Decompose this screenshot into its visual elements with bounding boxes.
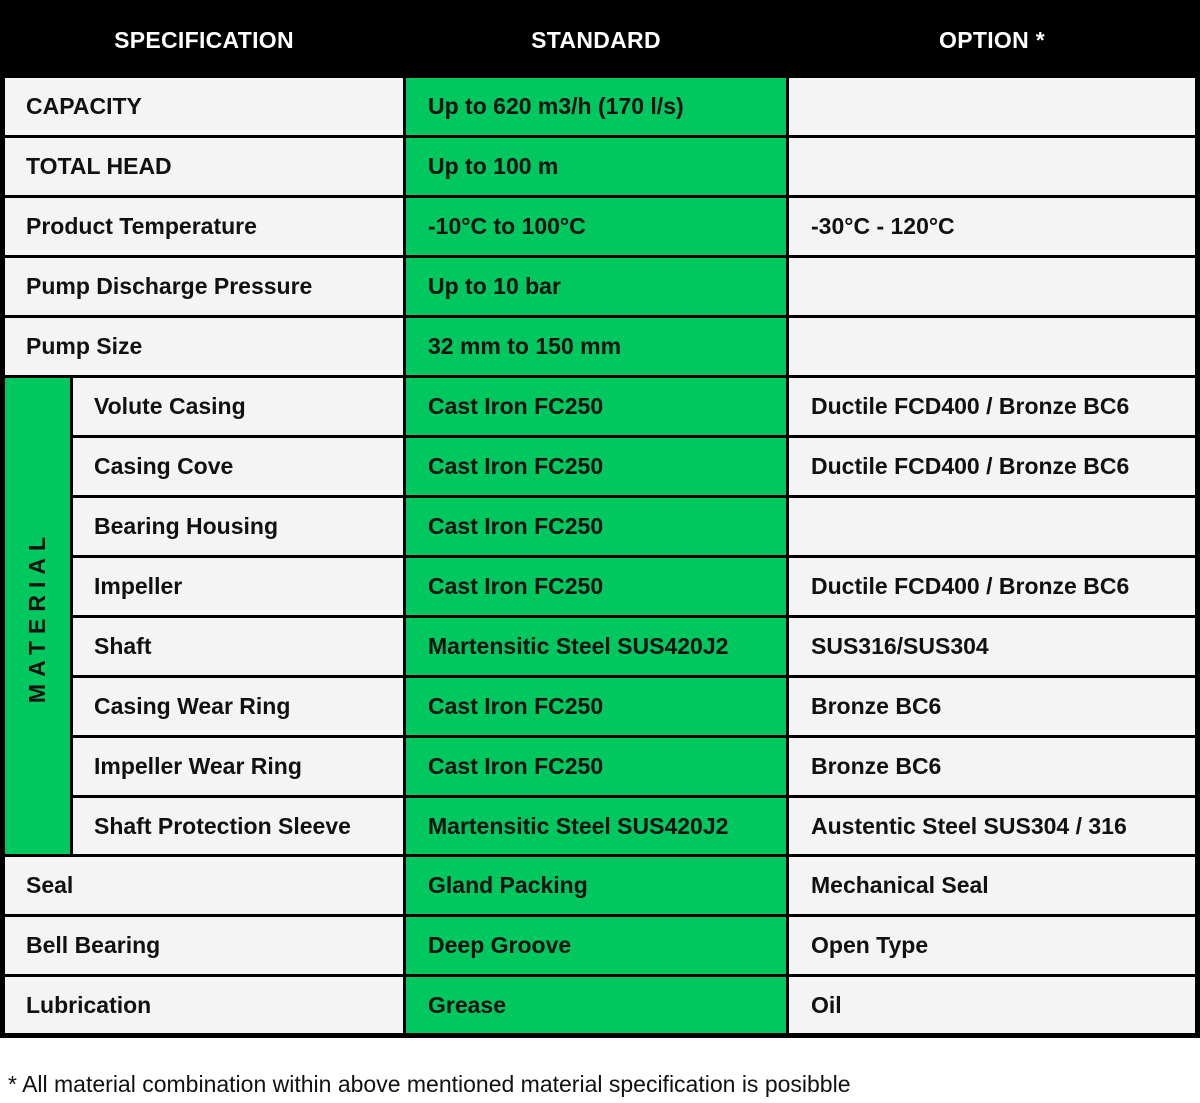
row-option-capacity bbox=[789, 78, 1195, 135]
material-option-casing-cove: Ductile FCD400 / Bronze BC6 bbox=[789, 438, 1195, 495]
material-standard-casing-cove: Cast Iron FC250 bbox=[406, 438, 786, 495]
material-label-impeller: Impeller bbox=[73, 558, 403, 615]
material-label-shaft-protection-sleeve: Shaft Protection Sleeve bbox=[73, 798, 403, 854]
material-vertical-text: MATERIAL bbox=[24, 529, 50, 703]
row-standard-total-head: Up to 100 m bbox=[406, 138, 786, 195]
row-label-bell-bearing: Bell Bearing bbox=[5, 917, 403, 974]
material-label-casing-cove: Casing Cove bbox=[73, 438, 403, 495]
row-standard-bell-bearing: Deep Groove bbox=[406, 917, 786, 974]
row-label-lubrication: Lubrication bbox=[5, 977, 403, 1033]
material-label-volute-casing: Volute Casing bbox=[73, 378, 403, 435]
material-standard-bearing-housing: Cast Iron FC250 bbox=[406, 498, 786, 555]
row-label-pump-discharge-pressure: Pump Discharge Pressure bbox=[5, 258, 403, 315]
row-standard-capacity: Up to 620 m3/h (170 l/s) bbox=[406, 78, 786, 135]
row-label-total-head: TOTAL HEAD bbox=[5, 138, 403, 195]
row-standard-pump-size: 32 mm to 150 mm bbox=[406, 318, 786, 375]
material-label-bearing-housing: Bearing Housing bbox=[73, 498, 403, 555]
row-label-seal: Seal bbox=[5, 857, 403, 914]
material-standard-impeller: Cast Iron FC250 bbox=[406, 558, 786, 615]
row-option-pump-discharge-pressure bbox=[789, 258, 1195, 315]
material-option-casing-wear-ring: Bronze BC6 bbox=[789, 678, 1195, 735]
row-option-product-temperature: -30°C - 120°C bbox=[789, 198, 1195, 255]
row-standard-pump-discharge-pressure: Up to 10 bar bbox=[406, 258, 786, 315]
material-option-shaft: SUS316/SUS304 bbox=[789, 618, 1195, 675]
material-option-volute-casing: Ductile FCD400 / Bronze BC6 bbox=[789, 378, 1195, 435]
footnote: * All material combination within above mentioned material specification is posibble bbox=[8, 1071, 851, 1097]
row-option-lubrication: Oil bbox=[789, 977, 1195, 1033]
material-label-impeller-wear-ring: Impeller Wear Ring bbox=[73, 738, 403, 795]
material-group-label bbox=[5, 378, 70, 854]
row-standard-product-temperature: -10°C to 100°C bbox=[406, 198, 786, 255]
row-option-pump-size bbox=[789, 318, 1195, 375]
material-standard-casing-wear-ring: Cast Iron FC250 bbox=[406, 678, 786, 735]
header-specification: SPECIFICATION bbox=[5, 5, 403, 75]
header-option: OPTION * bbox=[789, 5, 1195, 75]
row-option-bell-bearing: Open Type bbox=[789, 917, 1195, 974]
material-standard-volute-casing: Cast Iron FC250 bbox=[406, 378, 786, 435]
material-option-bearing-housing bbox=[789, 498, 1195, 555]
row-option-total-head bbox=[789, 138, 1195, 195]
material-standard-shaft-protection-sleeve: Martensitic Steel SUS420J2 bbox=[406, 798, 786, 854]
material-standard-shaft: Martensitic Steel SUS420J2 bbox=[406, 618, 786, 675]
material-label-shaft: Shaft bbox=[73, 618, 403, 675]
material-option-impeller-wear-ring: Bronze BC6 bbox=[789, 738, 1195, 795]
material-option-impeller: Ductile FCD400 / Bronze BC6 bbox=[789, 558, 1195, 615]
row-label-capacity: CAPACITY bbox=[5, 78, 403, 135]
material-option-shaft-protection-sleeve: Austentic Steel SUS304 / 316 bbox=[789, 798, 1195, 854]
row-standard-lubrication: Grease bbox=[406, 977, 786, 1033]
material-standard-impeller-wear-ring: Cast Iron FC250 bbox=[406, 738, 786, 795]
row-label-product-temperature: Product Temperature bbox=[5, 198, 403, 255]
row-standard-seal: Gland Packing bbox=[406, 857, 786, 914]
material-label-casing-wear-ring: Casing Wear Ring bbox=[73, 678, 403, 735]
header-standard: STANDARD bbox=[406, 5, 786, 75]
row-option-seal: Mechanical Seal bbox=[789, 857, 1195, 914]
row-label-pump-size: Pump Size bbox=[5, 318, 403, 375]
